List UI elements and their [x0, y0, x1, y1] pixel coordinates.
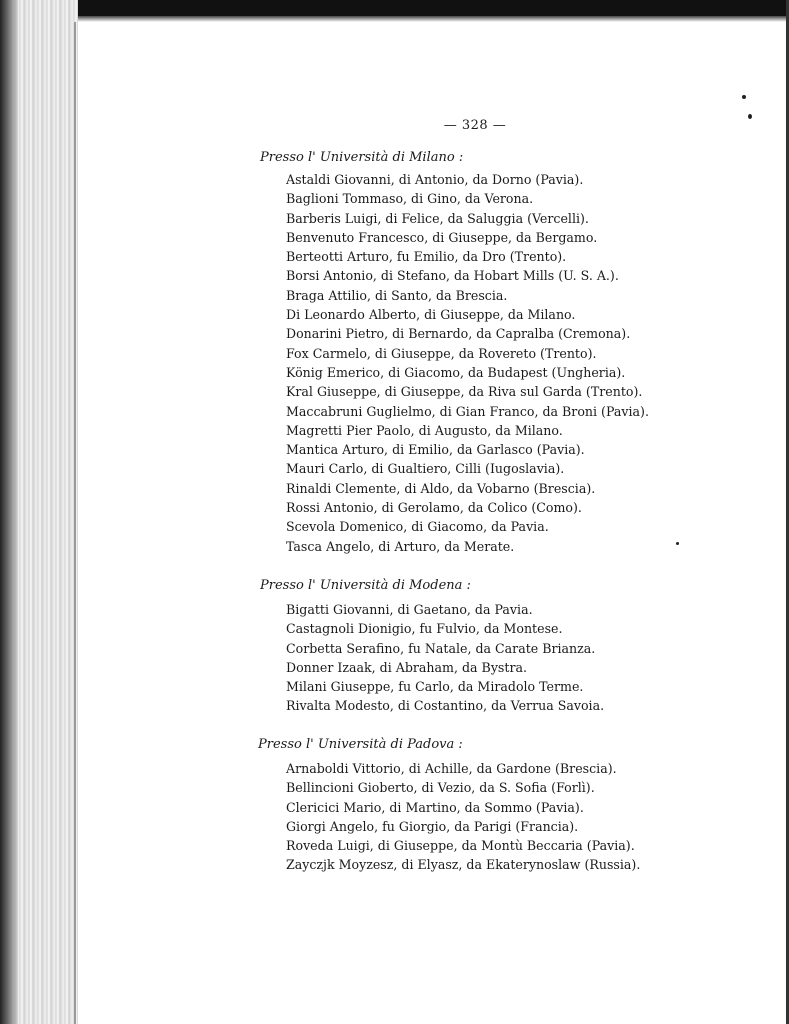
list-item: Fox Carmelo, di Giuseppe, da Rovereto (Trento).: [286, 345, 597, 361]
ink-speck: [748, 114, 752, 119]
list-item: Mantica Arturo, di Emilio, da Garlasco (Pavia).: [286, 442, 585, 458]
list-item: Roveda Luigi, di Giuseppe, da Montù Beccaria (Pavia).: [286, 838, 635, 854]
binding-shadow: [0, 0, 18, 1024]
entry-list: [286, 600, 604, 716]
list-item: Zayczjk Moyzesz, di Elyasz, da Ekaterynoslaw (Russia).: [286, 857, 641, 873]
list-item: Donarini Pietro, di Bernardo, da Capralba (Cremona).: [286, 326, 631, 342]
page-number: — 328 —: [443, 118, 507, 133]
list-item: Baglioni Tommaso, di Gino, da Verona.: [286, 191, 534, 207]
list-item: Rivalta Modesto, di Costantino, da Verrua Savoia.: [286, 698, 605, 714]
list-item: Giorgi Angelo, fu Giorgio, da Parigi (Francia).: [286, 818, 579, 834]
ink-speck: [676, 542, 679, 545]
list-item: Arnaboldi Vittorio, di Achille, da Gardone (Brescia).: [286, 761, 617, 776]
list-item: Bigatti Giovanni, di Gaetano, da Pavia.: [286, 602, 533, 617]
ink-speck: [742, 95, 746, 99]
list-item: Clericici Mario, di Martino, da Sommo (Pavia).: [286, 799, 584, 815]
binding-fold-line: [74, 22, 76, 1024]
section-heading: Presso l' Università di Milano :: [260, 150, 464, 165]
list-item: Benvenuto Francesco, di Giuseppe, da Bergamo.: [286, 229, 598, 245]
section-heading: Presso l' Università di Padova :: [258, 737, 463, 752]
scan-top-edge: [0, 0, 789, 16]
list-item: Barberis Luigi, di Felice, da Saluggia (Vercelli).: [286, 210, 589, 226]
list-item: Braga Attilio, di Santo, da Brescia.: [286, 287, 508, 303]
list-item: Milani Giuseppe, fu Carlo, da Miradolo Terme.: [286, 679, 584, 695]
list-item: Tasca Angelo, di Arturo, da Merate.: [286, 538, 515, 554]
list-item: Borsi Antonio, di Stefano, da Hobart Mills (U. S. A.).: [286, 268, 619, 284]
list-item: Scevola Domenico, di Giacomo, da Pavia.: [286, 519, 549, 535]
list-item: König Emerico, di Giacomo, da Budapest (Ungheria).: [286, 364, 626, 380]
list-item: Rossi Antonio, di Gerolamo, da Colico (Como).: [286, 500, 582, 516]
list-item: Maccabruni Guglielmo, di Gian Franco, da Broni (Pavia).: [286, 403, 649, 419]
list-item: Rinaldi Clemente, di Aldo, da Vobarno (Brescia).: [286, 480, 596, 496]
list-item: Bellincioni Gioberto, di Vezio, da S. Sofia (Forlì).: [286, 780, 595, 796]
list-item: Kral Giuseppe, di Giuseppe, da Riva sul Garda (Trento).: [286, 384, 643, 400]
entry-list: [286, 170, 649, 556]
entry-list: [286, 759, 640, 875]
section-heading: Presso l' Università di Modena :: [260, 578, 471, 593]
list-item: Di Leonardo Alberto, di Giuseppe, da Milano.: [286, 307, 576, 323]
list-item: Donner Izaak, di Abraham, da Bystra.: [286, 659, 527, 675]
list-item: Mauri Carlo, di Gualtiero, Cilli (Iugoslavia).: [286, 461, 565, 477]
scan-top-shadow: [0, 16, 789, 22]
list-item: Corbetta Serafino, fu Natale, da Carate Brianza.: [286, 640, 596, 656]
list-item: Berteotti Arturo, fu Emilio, da Dro (Trento).: [286, 249, 567, 265]
list-item: Castagnoli Dionigio, fu Fulvio, da Montese.: [286, 621, 563, 637]
list-item: Magretti Pier Paolo, di Augusto, da Milano.: [286, 422, 563, 438]
list-item: Astaldi Giovanni, di Antonio, da Dorno (Pavia).: [286, 172, 584, 187]
